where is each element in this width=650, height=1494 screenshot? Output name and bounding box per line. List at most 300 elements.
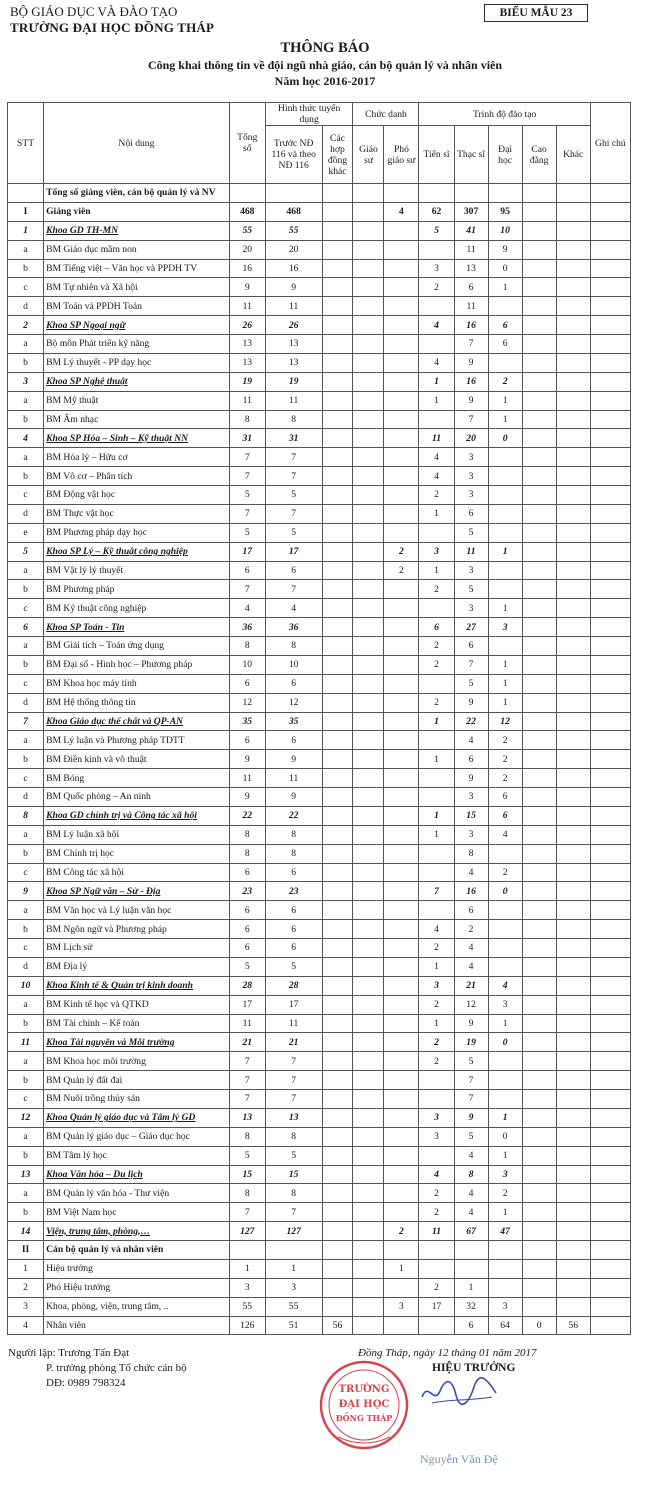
row-assoc-prof [384, 184, 419, 203]
row-note [590, 240, 630, 259]
row-other [556, 240, 590, 259]
row-college [522, 995, 556, 1014]
row-stt: a [8, 637, 44, 656]
row-recruit-before: 6 [265, 863, 322, 882]
row-stt: c [8, 863, 44, 882]
table-row [8, 410, 631, 429]
row-professor [353, 580, 384, 599]
row-phd: 11 [419, 429, 454, 448]
table-row [8, 391, 631, 410]
row-recruit-before: 23 [265, 882, 322, 901]
row-recruit-contract [322, 523, 353, 542]
row-note [590, 467, 630, 486]
row-total [229, 1241, 265, 1260]
university-name: TRƯỜNG ĐẠI HỌC ĐỒNG THÁP [10, 20, 215, 35]
official-stamp [318, 1359, 410, 1451]
row-bachelor: 1 [488, 410, 522, 429]
row-master: 6 [454, 504, 488, 523]
row-stt: a [8, 391, 44, 410]
row-note [590, 1033, 630, 1052]
row-recruit-contract [322, 1014, 353, 1033]
row-master: 9 [454, 353, 488, 372]
row-recruit-before: 6 [265, 674, 322, 693]
row-stt: 12 [8, 1108, 44, 1127]
row-professor [353, 788, 384, 807]
row-other [556, 372, 590, 391]
row-master: 32 [454, 1297, 488, 1316]
row-professor [353, 1203, 384, 1222]
row-college [522, 788, 556, 807]
row-note [590, 410, 630, 429]
row-note [590, 1127, 630, 1146]
row-other [556, 674, 590, 693]
row-bachelor: 1 [488, 542, 522, 561]
row-stt: c [8, 769, 44, 788]
row-master: 12 [454, 995, 488, 1014]
row-recruit-before: 7 [265, 580, 322, 599]
row-note [590, 1014, 630, 1033]
row-recruit-before: 468 [265, 202, 322, 221]
row-professor [353, 1146, 384, 1165]
row-college [522, 353, 556, 372]
row-other [556, 712, 590, 731]
table-row [8, 1165, 631, 1184]
row-professor [353, 674, 384, 693]
row-bachelor [488, 1278, 522, 1297]
row-other [556, 788, 590, 807]
row-name: BM Việt Nam học [44, 1203, 230, 1222]
row-total: 8 [229, 844, 265, 863]
table-row [8, 863, 631, 882]
row-total: 5 [229, 486, 265, 505]
row-other [556, 410, 590, 429]
row-note [590, 1184, 630, 1203]
row-name: BM Động vật học [44, 486, 230, 505]
row-note [590, 372, 630, 391]
row-assoc-prof [384, 1052, 419, 1071]
table-row [8, 637, 631, 656]
row-assoc-prof [384, 448, 419, 467]
row-bachelor: 4 [488, 976, 522, 995]
row-professor [353, 769, 384, 788]
row-other [556, 995, 590, 1014]
row-other [556, 467, 590, 486]
row-name: BM Phương pháp [44, 580, 230, 599]
row-phd: 2 [419, 278, 454, 297]
row-recruit-contract [322, 467, 353, 486]
row-bachelor: 6 [488, 316, 522, 335]
sign-date: Đồng Tháp, ngày 12 tháng 01 năm 2017 [358, 1347, 537, 1359]
row-professor [353, 806, 384, 825]
row-phd: 2 [419, 939, 454, 958]
row-name: BM Khoa học môi trường [44, 1052, 230, 1071]
row-recruit-before: 21 [265, 1033, 322, 1052]
row-name: BM Kinh tế học và QTKD [44, 995, 230, 1014]
row-phd: 17 [419, 1297, 454, 1316]
row-recruit-contract [322, 882, 353, 901]
row-total: 8 [229, 825, 265, 844]
row-master: 67 [454, 1222, 488, 1241]
row-note [590, 1259, 630, 1278]
table-row [8, 542, 631, 561]
row-recruit-before: 8 [265, 1127, 322, 1146]
row-phd [419, 731, 454, 750]
row-note [590, 1108, 630, 1127]
row-phd: 2 [419, 655, 454, 674]
row-phd: 3 [419, 1127, 454, 1146]
row-recruit-contract [322, 1203, 353, 1222]
row-other [556, 486, 590, 505]
row-master: 15 [454, 806, 488, 825]
row-college [522, 939, 556, 958]
row-phd: 2 [419, 1203, 454, 1222]
row-recruit-contract [322, 580, 353, 599]
row-recruit-contract [322, 429, 353, 448]
row-bachelor: 1 [488, 1014, 522, 1033]
row-other [556, 542, 590, 561]
row-master: 7 [454, 335, 488, 354]
row-name: Cán bộ quản lý và nhân viên [44, 1241, 230, 1260]
row-college [522, 1184, 556, 1203]
row-assoc-prof [384, 618, 419, 637]
row-assoc-prof [384, 1278, 419, 1297]
table-row [8, 335, 631, 354]
row-professor [353, 278, 384, 297]
row-name: BM Lịch sử [44, 939, 230, 958]
row-bachelor: 2 [488, 1184, 522, 1203]
row-name: Khoa SP Lý – Kỹ thuật công nghiệp [44, 542, 230, 561]
row-phd [419, 410, 454, 429]
staff-table [7, 102, 631, 1335]
row-master: 7 [454, 1071, 488, 1090]
row-total: 8 [229, 1127, 265, 1146]
row-recruit-contract [322, 297, 353, 316]
row-phd: 2 [419, 1033, 454, 1052]
row-name: BM Khoa học máy tính [44, 674, 230, 693]
row-bachelor [488, 957, 522, 976]
row-name: BM Giải tích – Toán ứng dụng [44, 637, 230, 656]
row-phd: 7 [419, 882, 454, 901]
row-other [556, 429, 590, 448]
row-assoc-prof [384, 278, 419, 297]
row-master: 6 [454, 1316, 488, 1335]
row-professor [353, 618, 384, 637]
row-stt: c [8, 674, 44, 693]
row-professor [353, 486, 384, 505]
row-recruit-before: 13 [265, 335, 322, 354]
row-bachelor: 10 [488, 221, 522, 240]
row-stt: d [8, 693, 44, 712]
row-professor [353, 1071, 384, 1090]
row-professor [353, 655, 384, 674]
row-other [556, 202, 590, 221]
row-bachelor: 6 [488, 335, 522, 354]
row-professor [353, 410, 384, 429]
row-name: BM Điền kinh và võ thuật [44, 750, 230, 769]
col-college: Cao đẳng [522, 126, 556, 184]
row-recruit-contract [322, 1071, 353, 1090]
row-college [522, 1090, 556, 1109]
row-bachelor: 6 [488, 806, 522, 825]
row-recruit-before: 7 [265, 467, 322, 486]
row-stt: b [8, 259, 44, 278]
row-recruit-before: 17 [265, 542, 322, 561]
row-recruit-contract [322, 939, 353, 958]
table-row [8, 1052, 631, 1071]
row-total: 26 [229, 316, 265, 335]
col-assoc-prof: Phó giáo sư [384, 126, 419, 184]
row-recruit-contract [322, 1127, 353, 1146]
row-stt: b [8, 1014, 44, 1033]
row-professor [353, 939, 384, 958]
row-recruit-contract [322, 693, 353, 712]
row-bachelor: 2 [488, 750, 522, 769]
row-recruit-contract [322, 1184, 353, 1203]
row-stt: b [8, 844, 44, 863]
row-recruit-before: 22 [265, 806, 322, 825]
row-note [590, 580, 630, 599]
row-recruit-contract [322, 1090, 353, 1109]
row-recruit-before: 12 [265, 693, 322, 712]
row-name: BM Toán và PPDH Toán [44, 297, 230, 316]
row-master: 16 [454, 316, 488, 335]
row-college [522, 221, 556, 240]
row-assoc-prof: 3 [384, 1297, 419, 1316]
preparer-phone: DĐ: 0989 798324 [46, 1377, 126, 1389]
row-master [454, 184, 488, 203]
row-bachelor: 2 [488, 731, 522, 750]
row-recruit-contract [322, 1052, 353, 1071]
row-name: BM Kỹ thuật công nghiệp [44, 599, 230, 618]
row-other [556, 391, 590, 410]
row-name: Khoa SP Toán - Tin [44, 618, 230, 637]
row-note [590, 637, 630, 656]
row-name: BM Lý luận và Phương pháp TDTT [44, 731, 230, 750]
row-assoc-prof [384, 1071, 419, 1090]
row-note [590, 1241, 630, 1260]
row-other [556, 957, 590, 976]
row-note [590, 221, 630, 240]
row-recruit-contract [322, 410, 353, 429]
row-assoc-prof [384, 221, 419, 240]
row-bachelor: 1 [488, 655, 522, 674]
row-name: BM Vật lý lý thuyết [44, 561, 230, 580]
row-note [590, 712, 630, 731]
row-other [556, 976, 590, 995]
row-college [522, 863, 556, 882]
row-note [590, 297, 630, 316]
row-other [556, 1203, 590, 1222]
row-master: 5 [454, 1052, 488, 1071]
row-bachelor: 6 [488, 788, 522, 807]
row-other [556, 523, 590, 542]
row-recruit-contract [322, 259, 353, 278]
row-stt: d [8, 957, 44, 976]
row-assoc-prof [384, 750, 419, 769]
row-professor [353, 1090, 384, 1109]
row-professor [353, 448, 384, 467]
row-other [556, 882, 590, 901]
table-row [8, 580, 631, 599]
row-bachelor: 64 [488, 1316, 522, 1335]
prepared-by: Người lập: Trương Tấn Đạt [8, 1347, 130, 1359]
row-note [590, 939, 630, 958]
table-row [8, 995, 631, 1014]
row-assoc-prof: 2 [384, 542, 419, 561]
row-college [522, 561, 556, 580]
row-note [590, 1297, 630, 1316]
row-professor [353, 995, 384, 1014]
row-recruit-before [265, 184, 322, 203]
row-note [590, 259, 630, 278]
row-recruit-contract [322, 1146, 353, 1165]
row-recruit-before: 8 [265, 844, 322, 863]
row-assoc-prof [384, 1014, 419, 1033]
row-name: Khoa Tài nguyên và Môi trường [44, 1033, 230, 1052]
row-bachelor [488, 1259, 522, 1278]
row-bachelor [488, 901, 522, 920]
row-recruit-before: 20 [265, 240, 322, 259]
row-recruit-contract [322, 278, 353, 297]
row-professor [353, 1316, 384, 1335]
row-phd: 1 [419, 806, 454, 825]
table-row [8, 429, 631, 448]
row-recruit-before: 13 [265, 1108, 322, 1127]
row-total: 28 [229, 976, 265, 995]
row-name: Tổng số giảng viên, cán bộ quản lý và NV [44, 184, 230, 203]
row-name: Khoa Văn hóa – Du lịch [44, 1165, 230, 1184]
row-note [590, 1316, 630, 1335]
row-assoc-prof [384, 1033, 419, 1052]
row-stt: b [8, 750, 44, 769]
row-recruit-before: 55 [265, 1297, 322, 1316]
row-name: Khoa Kinh tế & Quản trị kinh doanh [44, 976, 230, 995]
table-row [8, 1297, 631, 1316]
row-other [556, 1090, 590, 1109]
row-master: 4 [454, 1184, 488, 1203]
row-assoc-prof [384, 939, 419, 958]
row-phd: 1 [419, 391, 454, 410]
row-master: 11 [454, 297, 488, 316]
row-bachelor: 2 [488, 863, 522, 882]
row-note [590, 1222, 630, 1241]
row-college [522, 259, 556, 278]
row-bachelor: 12 [488, 712, 522, 731]
row-other [556, 825, 590, 844]
row-phd [419, 844, 454, 863]
row-name: BM Ngôn ngữ và Phương pháp [44, 920, 230, 939]
table-row [8, 712, 631, 731]
row-total: 55 [229, 1297, 265, 1316]
row-master: 16 [454, 882, 488, 901]
row-other [556, 316, 590, 335]
col-master: Thạc sĩ [454, 126, 488, 184]
row-phd: 2 [419, 637, 454, 656]
row-recruit-contract [322, 920, 353, 939]
row-name: BM Đại số - Hình học – Phương pháp [44, 655, 230, 674]
row-phd: 62 [419, 202, 454, 221]
row-note [590, 184, 630, 203]
row-bachelor: 95 [488, 202, 522, 221]
row-college [522, 1033, 556, 1052]
row-stt: b [8, 410, 44, 429]
col-recruit-group: Hình thức tuyển dụng [265, 103, 353, 126]
row-assoc-prof [384, 523, 419, 542]
row-professor [353, 504, 384, 523]
row-total: 6 [229, 920, 265, 939]
row-total: 5 [229, 523, 265, 542]
table-row [8, 939, 631, 958]
row-note [590, 504, 630, 523]
row-note [590, 957, 630, 976]
rector-name: Nguyễn Văn Đệ [420, 1452, 498, 1466]
row-master: 6 [454, 278, 488, 297]
row-stt: a [8, 901, 44, 920]
row-bachelor [488, 467, 522, 486]
row-phd: 2 [419, 580, 454, 599]
row-stt: c [8, 939, 44, 958]
row-recruit-before: 5 [265, 486, 322, 505]
row-college [522, 580, 556, 599]
row-other [556, 278, 590, 297]
row-stt: a [8, 240, 44, 259]
row-master: 3 [454, 599, 488, 618]
row-recruit-before: 6 [265, 901, 322, 920]
row-bachelor: 2 [488, 769, 522, 788]
rector-signature [418, 1371, 500, 1415]
row-college [522, 674, 556, 693]
row-stt: 3 [8, 1297, 44, 1316]
row-other: 56 [556, 1316, 590, 1335]
row-assoc-prof [384, 1090, 419, 1109]
row-phd [419, 674, 454, 693]
table-row [8, 655, 631, 674]
row-college [522, 769, 556, 788]
row-master: 7 [454, 410, 488, 429]
row-college [522, 1222, 556, 1241]
row-other [556, 353, 590, 372]
row-professor [353, 1127, 384, 1146]
row-recruit-contract [322, 637, 353, 656]
row-master: 5 [454, 580, 488, 599]
row-professor [353, 863, 384, 882]
col-edu-group: Trình độ đào tạo [419, 103, 590, 126]
row-phd: 4 [419, 353, 454, 372]
row-bachelor [488, 844, 522, 863]
row-master: 3 [454, 825, 488, 844]
row-note [590, 750, 630, 769]
row-note [590, 1203, 630, 1222]
document-title: THÔNG BÁO [280, 40, 370, 56]
row-total: 8 [229, 637, 265, 656]
row-note [590, 769, 630, 788]
row-bachelor: 1 [488, 693, 522, 712]
row-bachelor: 1 [488, 674, 522, 693]
document-subtitle: Công khai thông tin về đội ngũ nhà giáo, cán bộ quản lý và nhân viên [147, 58, 503, 72]
row-name: Khoa GD TH-MN [44, 221, 230, 240]
row-college [522, 316, 556, 335]
row-professor [353, 335, 384, 354]
row-professor [353, 712, 384, 731]
row-stt: 4 [8, 429, 44, 448]
row-note [590, 523, 630, 542]
table-row [8, 486, 631, 505]
row-professor [353, 976, 384, 995]
row-total: 7 [229, 580, 265, 599]
row-recruit-before: 16 [265, 259, 322, 278]
row-other [556, 901, 590, 920]
row-phd [419, 863, 454, 882]
